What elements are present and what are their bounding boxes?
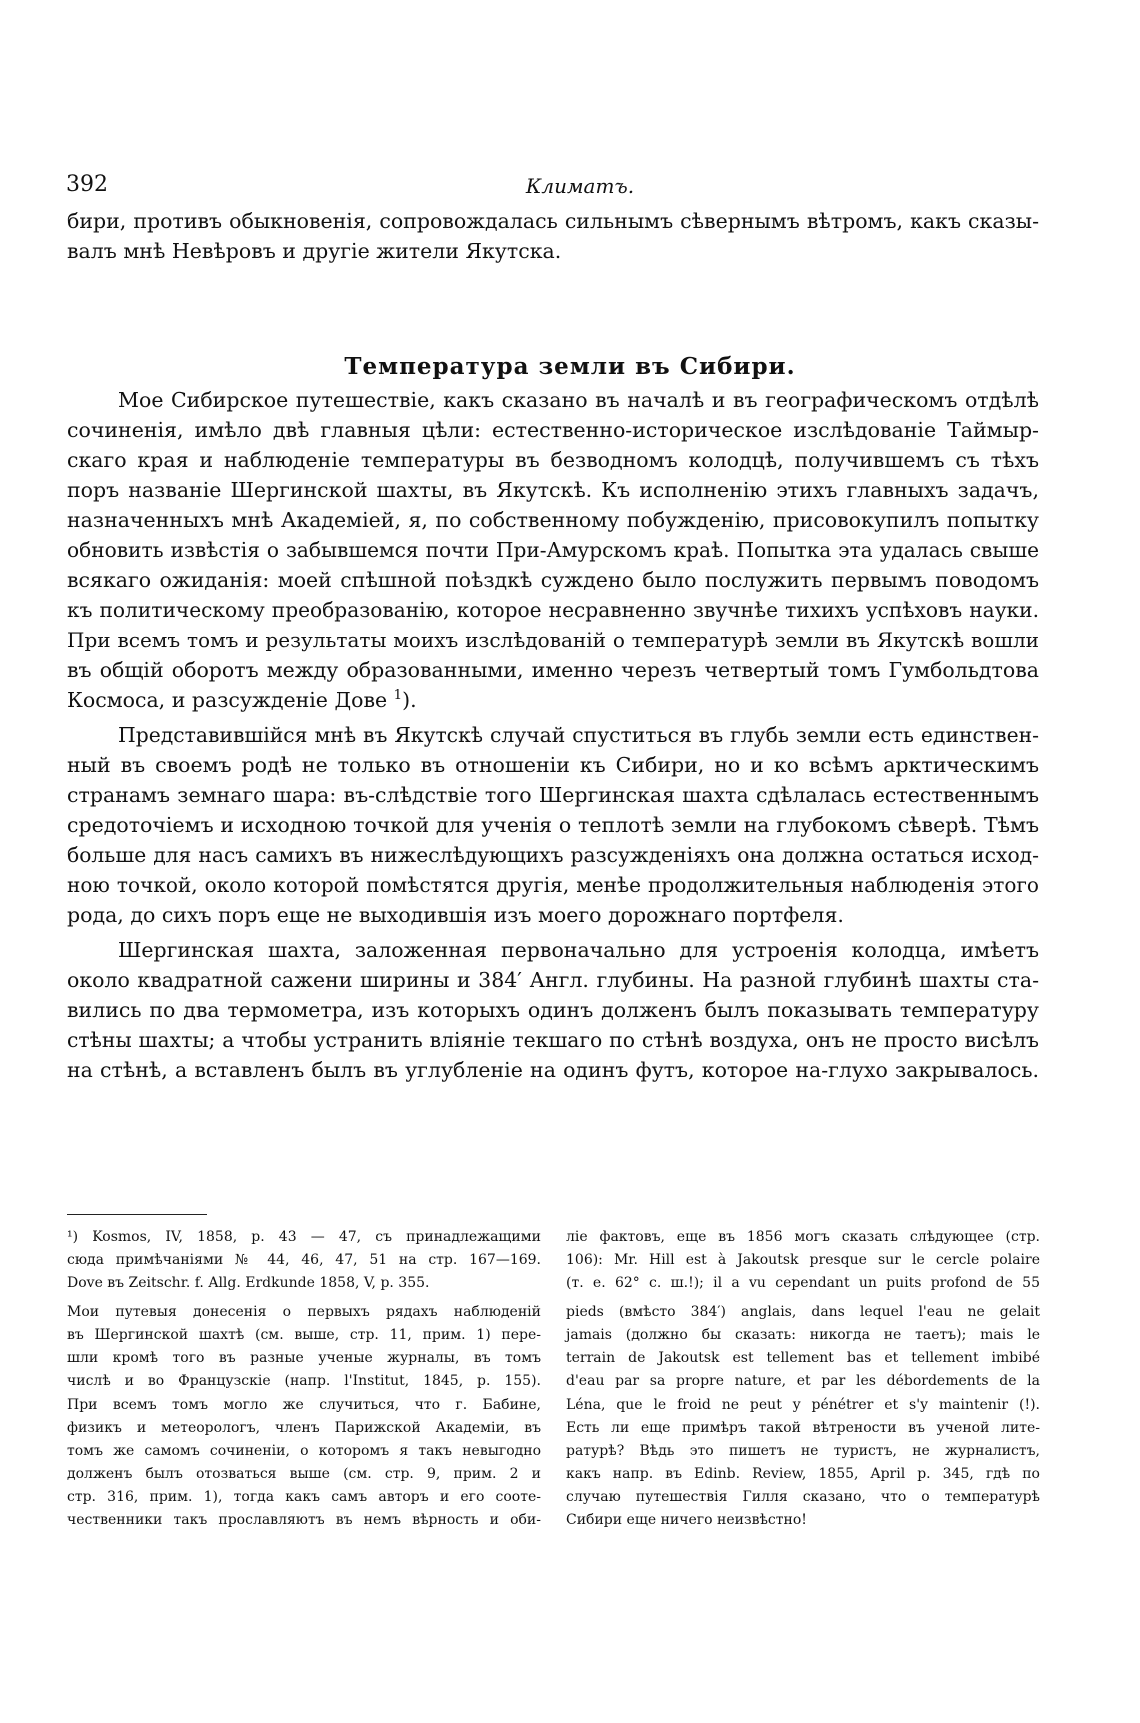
footnote-line: сюда примѣчаніями № 44, 46, 47, 51 на стр. 167—169.	[67, 1252, 541, 1268]
text-line: рода, до сихъ поръ еще не выходившія изъ моего дорожнаго портфеля.	[67, 903, 844, 927]
text-line: стѣны шахты; а чтобы устранить вліяніе текшаго по стѣнѣ воздуха, онъ не просто висѣлъ	[67, 1028, 1039, 1052]
footnote-line: Dove въ Zeitschr. f. Allg. Erdkunde 1858, V, p. 355.	[67, 1275, 430, 1291]
footnote-line: Сибири еще ничего неизвѣстно!	[566, 1512, 807, 1528]
footnote-line: Мои путевыя донесенія о первыхъ рядахъ наблюденій	[67, 1304, 541, 1320]
footnote-line: физикъ и метеорологъ, членъ Парижской Академіи, въ	[67, 1420, 541, 1436]
text-line: назначенныхъ мнѣ Академіей, я, по собственному побужденію, присовокупилъ попытку	[67, 508, 1039, 532]
footnote-line: ратурѣ? Вѣдь это пишетъ не туристъ, не журналистъ,	[566, 1443, 1040, 1459]
footnote-line: ліе фактовъ, еще въ 1856 могъ сказать слѣдующее (стр.	[566, 1229, 1040, 1245]
footnote-line: 106): Mr. Hill est à Jakoutsk presque sur le cercle polaire	[566, 1252, 1040, 1268]
footnote-line: При всемъ томъ могло же случиться, что г. Бабине,	[67, 1397, 541, 1413]
text-line: около квадратной сажени ширины и 384′ Англ. глубины. На разной глубинѣ шахты ста-	[67, 968, 1039, 992]
footnote-line: чественники такъ прославляютъ въ немъ вѣрность и оби-	[67, 1512, 541, 1528]
text-line: средоточіемъ и исходною точкой для ученія о теплотѣ земли на глубокомъ сѣверѣ. Тѣмъ	[67, 813, 1039, 837]
text-line: бири, противъ обыкновенія, сопровождалась сильнымъ сѣвернымъ вѣтромъ, какъ сказы-	[67, 209, 1039, 233]
footnote-line: долженъ былъ отозваться выше (см. стр. 9, прим. 2 и	[67, 1466, 541, 1482]
text-line: При всемъ томъ и результаты моихъ изслѣдованій о температурѣ земли въ Якутскѣ вошли	[67, 628, 1039, 652]
text-line: къ политическому преобразованію, которое несравненно звучнѣе тихихъ успѣховъ науки.	[67, 598, 1039, 622]
running-title: Климатъ.	[525, 174, 635, 198]
footnote-line: стр. 316, прим. 1), тогда какъ самъ авторъ и его сооте-	[67, 1489, 541, 1505]
text-span: Космоса, и разсужденіе Дове	[67, 688, 388, 712]
footnote-line: Есть ли еще примѣръ такой вѣтрености въ ученой лите-	[566, 1420, 1040, 1436]
text-line: ною точкой, около которой помѣстятся другія, менѣе продолжительныя наблюденія этого	[67, 873, 1039, 897]
text-line: вились по два термометра, изъ которыхъ одинъ долженъ былъ показывать температуру	[67, 998, 1039, 1022]
footnote-line: Léna, que le froid ne peut y pénétrer et s'y maintenir (!).	[566, 1397, 1040, 1413]
footnote-line: (т. е. 62° с. ш.!); il a vu cependant un puits profond de 55	[566, 1275, 1040, 1291]
text-line: ный въ своемъ родѣ не только въ отношеніи къ Сибири, но и ко всѣмъ арктическимъ	[67, 753, 1039, 777]
text-line: на стѣнѣ, а вставленъ былъ въ углубленіе на одинъ футъ, которое на-глухо закрывалось.	[67, 1058, 1039, 1082]
text-line: всякаго ожиданія: моей спѣшной поѣздкѣ суждено было послужить первымъ поводомъ	[67, 568, 1039, 592]
footnote-line: terrain de Jakoutsk est tellement bas et tellement imbibé	[566, 1350, 1040, 1366]
page-number: 392	[66, 172, 108, 197]
text-line: странамъ земнаго шара: въ-слѣдствіе того Шергинская шахта сдѣлалась естественнымъ	[67, 783, 1039, 807]
footnote-line: d'eau par sa propre nature, et par les débordements de la	[566, 1373, 1040, 1389]
text-line: поръ названіе Шергинской шахты, въ Якутскѣ. Къ исполненію этихъ главныхъ задачъ,	[67, 478, 1039, 502]
text-line: валъ мнѣ Невѣровъ и другіе жители Якутска.	[67, 239, 562, 263]
text-line: сочиненія, имѣло двѣ главныя цѣли: естественно-историческое изслѣдованіе Таймыр-	[67, 418, 1039, 442]
text-span: ).	[402, 688, 417, 712]
footnote-line: случаю путешествія Гилля сказано, что о температурѣ	[566, 1489, 1040, 1505]
footnote-line: ¹) Kosmos, IV, 1858, p. 43 — 47, съ принадлежащими	[67, 1229, 541, 1245]
text-line	[67, 685, 1039, 715]
text-line: Представившійся мнѣ въ Якутскѣ случай спуститься въ глубь земли есть единствен-	[118, 723, 1039, 747]
footnote-rule	[67, 1214, 207, 1215]
footnote-mark: 1	[393, 688, 403, 704]
text-line: Мое Сибирское путешествіе, какъ сказано въ началѣ и въ географическомъ отдѣлѣ	[118, 388, 1039, 412]
text-line: больше для насъ самихъ въ нижеслѣдующихъ разсужденіяхъ она должна остаться исход-	[67, 843, 1039, 867]
text-line: Шергинская шахта, заложенная первоначально для устроенія колодца, имѣетъ	[118, 938, 1039, 962]
footnote-line: томъ же самомъ сочиненіи, о которомъ я такъ невыгодно	[67, 1443, 541, 1459]
text-line: въ общій оборотъ между образованными, именно черезъ четвертый томъ Гумбольдтова	[67, 658, 1039, 682]
footnote-line: шли кромѣ того въ разные ученые журналы, въ томъ	[67, 1350, 541, 1366]
footnote-line: въ Шергинской шахтѣ (см. выше, стр. 11, прим. 1) пере-	[67, 1327, 541, 1343]
section-title: Температура земли въ Сибири.	[344, 353, 796, 380]
footnote-line: pieds (вмѣсто 384′) anglais, dans lequel l'eau ne gelait	[566, 1304, 1040, 1320]
footnote-line: какъ напр. въ Edinb. Review, 1855, April p. 345, гдѣ по	[566, 1466, 1040, 1482]
footnote-line: jamais (должно бы сказать: никогда не таетъ); mais le	[566, 1327, 1040, 1343]
text-line: скаго края и наблюденіе температуры въ безводномъ колодцѣ, получившемъ съ тѣхъ	[67, 448, 1039, 472]
text-line: обновить извѣстія о забывшемся почти При-Амурскомъ краѣ. Попытка эта удалась свыше	[67, 538, 1039, 562]
footnote-line: числѣ и во Французскіе (напр. l'Institut, 1845, p. 155).	[67, 1373, 541, 1389]
